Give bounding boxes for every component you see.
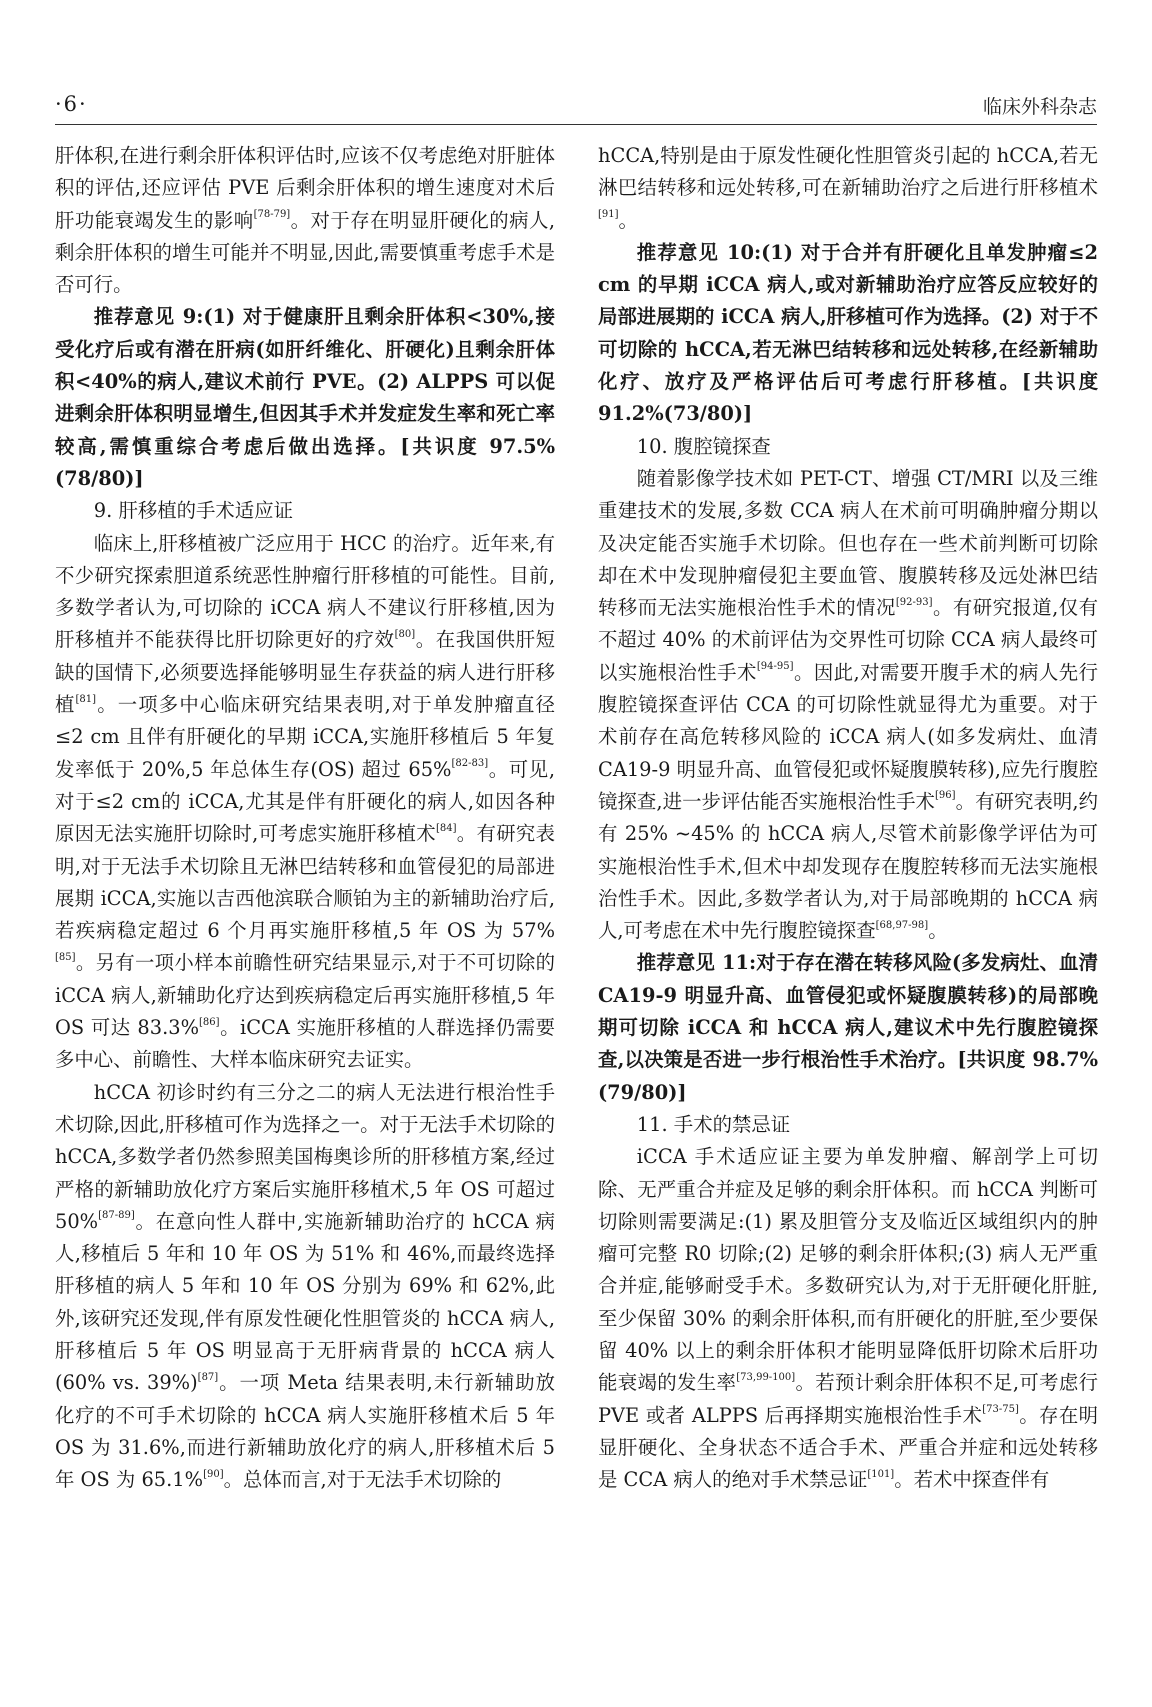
- citation: [96]: [935, 790, 956, 802]
- recommendation-10: 推荐意见 10:(1) 对于合并有肝硬化且单发肿瘤≤2 cm 的早期 iCCA 病人,或对新辅助治疗应答反应较好的局部进展期的 iCCA 病人,肝移植可作为选择。(2) 对于不可切除的 hCCA,若无淋巴结转移和远处转移,在经新辅助化疗、放疗及严格评估后可考虑行肝移植。[共识度 91.2%(73/80)]: [598, 240, 1098, 426]
- citation: [86]: [199, 1016, 220, 1028]
- citation: [101]: [867, 1468, 895, 1480]
- left-column: [55, 140, 555, 1496]
- citation: [92-93]: [895, 596, 933, 608]
- section-heading-9: 9. 肝移植的手术适应证: [93, 499, 293, 523]
- right-column: [598, 140, 1098, 1496]
- citation: [82-83]: [451, 758, 489, 770]
- page-number: ·6·: [55, 92, 88, 116]
- section-heading-11: 11. 手术的禁忌证: [636, 1112, 791, 1136]
- paragraph: 肝体积,在进行剩余肝体积评估时,应该不仅考虑绝对肝脏体积的评估,还应评估 PVE 后剩余肝体积的增生速度对术后肝功能衰竭发生的影响[78-79]。对于存在明显肝硬化的病人,剩余肝体积的增生可能并不明显,因此,需要慎重考虑手术是否可行。: [55, 144, 555, 297]
- paragraph: 临床上,肝移植被广泛应用于 HCC 的治疗。近年来,有不少研究探索胆道系统恶性肿瘤行肝移植的可能性。目前,多数学者认为,可切除的 iCCA 病人不建议行肝移植,因为肝移植并不能获得比肝切除更好的疗效[80]。在我国供肝短缺的国情下,必须要选择能够明显生存获益的病人进行肝移植[81]。一项多中心临床研究结果表明,对于单发肿瘤直径≤2 cm 且伴有肝硬化的早期 iCCA,实施肝移植后 5 年复发率低于 20%,5 年总体生存(OS) 超过 65%[82-83]。可见,对于≤2 cm的 iCCA,尤其是伴有肝硬化的病人,如因各种原因无法实施肝切除时,可考虑实施肝移植术[84]。有研究表明,对于无法手术切除且无淋巴结转移和血管侵犯的局部进展期 iCCA,实施以吉西他滨联合顺铂为主的新辅助治疗后,若疾病稳定超过 6 个月再实施肝移植,5 年 OS 为 57%[85]。另有一项小样本前瞻性研究结果显示,对于不可切除的 iCCA 病人,新辅助化疗达到疾病稳定后再实施肝移植,5 年 OS 可达 83.3%[86]。iCCA 实施肝移植的人群选择仍需要多中心、前瞻性、大样本临床研究去证实。: [55, 531, 556, 1072]
- citation: [87]: [197, 1371, 219, 1383]
- citation: [87-89]: [98, 1210, 135, 1222]
- paragraph: iCCA 手术适应证主要为单发肿瘤、解剖学上可切除、无严重合并症及足够的剩余肝体积。而 hCCA 判断可切除则需要满足:(1) 累及胆管分支及临近区域组织内的肿瘤可完整 R0 切除;(2) 足够的剩余肝体积;(3) 病人无严重合并症,能够耐受手术。多数研究认为,对于无肝硬化肝脏,至少保留 30% 的剩余肝体积,而有肝硬化的肝脏,至少要保留 40% 以上的剩余肝体积才能明显降低肝切除术后肝功能衰竭的发生率[73,99-100]。若预计剩余肝体积不足,可考虑行 PVE 或者 ALPPS 后再择期实施根治性手术[73-75]。存在明显肝硬化、全身状态不适合手术、严重合并症和远处转移是 CCA 病人的绝对手术禁忌证[101]。若术中探查伴有: [598, 1145, 1099, 1492]
- citation: [68,97-98]: [875, 919, 929, 931]
- section-heading-10: 10. 腹腔镜探查: [636, 434, 771, 458]
- recommendation-9: 推荐意见 9:(1) 对于健康肝且剩余肝体积<30%,接受化疗后或有潜在肝病(如肝纤维化、肝硬化)且剩余肝体积<40%的病人,建议术前行 PVE。(2) ALPPS 可以促进剩余肝体积明显增生,但因其手术并发症发生率和死亡率较高,需慎重综合考虑后做出选择。[共识度 97.5%(78/80)]: [55, 305, 555, 490]
- citation: [80]: [394, 628, 416, 640]
- paragraph: hCCA 初诊时约有三分之二的病人无法进行根治性手术切除,因此,肝移植可作为选择之一。对于无法手术切除的 hCCA,多数学者仍然参照美国梅奥诊所的肝移植方案,经过严格的新辅助放化疗方案后实施肝移植术,5 年 OS 可超过 50%[87-89]。在意向性人群中,实施新辅助治疗的 hCCA 病人,移植后 5 年和 10 年 OS 为 51% 和 46%,而最终选择肝移植的病人 5 年和 10 年 OS 分别为 69% 和 62%,此外,该研究还发现,伴有原发性硬化性胆管炎的 hCCA 病人,肝移植后 5 年 OS 明显高于无肝病背景的 hCCA 病人(60% vs. 39%)[87]。一项 Meta 结果表明,未行新辅助放化疗的不可手术切除的 hCCA 病人实施肝移植术后 5 年 OS 为 31.6%,而进行新辅助放化疗的病人,肝移植术后 5 年 OS 为 65.1%[90]。总体而言,对于无法手术切除的: [55, 1080, 555, 1492]
- citation: [73,99-100]: [736, 1371, 796, 1383]
- citation: [91]: [598, 209, 619, 221]
- citation: [78-79]: [253, 209, 291, 221]
- citation: [84]: [435, 822, 457, 834]
- citation: [90]: [203, 1468, 224, 1480]
- journal-name: 临床外科杂志: [982, 96, 1097, 118]
- header-rule: [55, 124, 1097, 125]
- citation: [81]: [75, 693, 97, 705]
- paragraph: hCCA,特别是由于原发性硬化性胆管炎引起的 hCCA,若无淋巴结转移和远处转移,可在新辅助治疗之后进行肝移植术[91]。: [598, 144, 1098, 232]
- citation: [73-75]: [982, 1404, 1019, 1416]
- citation: [94-95]: [756, 661, 794, 673]
- recommendation-11: 推荐意见 11:对于存在潜在转移风险(多发病灶、血清 CA19-9 明显升高、血管侵犯或怀疑腹膜转移)的局部晚期可切除 iCCA 和 hCCA 病人,建议术中先行腹腔镜探查,以决策是否进一步行根治性手术治疗。[共识度 98.7%(79/80)]: [598, 951, 1098, 1104]
- citation: [85]: [55, 951, 76, 963]
- paragraph: 随着影像学技术如 PET-CT、增强 CT/MRI 以及三维重建技术的发展,多数 CCA 病人在术前可明确肿瘤分期以及决定能否实施手术切除。但也存在一些术前判断可切除却在术中发现肿瘤侵犯主要血管、腹膜转移及远处淋巴结转移而无法实施根治性手术的情况[92-93]。有研究报道,仅有不超过 40% 的术前评估为交界性可切除 CCA 病人最终可以实施根治性手术[94-95]。因此,对需要开腹手术的病人先行腹腔镜探查评估 CCA 的可切除性就显得尤为重要。对于术前存在高危转移风险的 iCCA 病人(如多发病灶、血清 CA19-9 明显升高、血管侵犯或怀疑腹膜转移),应先行腹腔镜探查,进一步评估能否实施根治性手术[96]。有研究表明,约有 25% ~45% 的 hCCA 病人,尽管术前影像学评估为可实施根治性手术,但术中却发现存在腹腔转移而无法实施根治性手术。因此,多数学者认为,对于局部晚期的 hCCA 病人,可考虑在术中先行腹腔镜探查[68,97-98]。: [598, 466, 1099, 943]
- running-header: [55, 92, 1097, 124]
